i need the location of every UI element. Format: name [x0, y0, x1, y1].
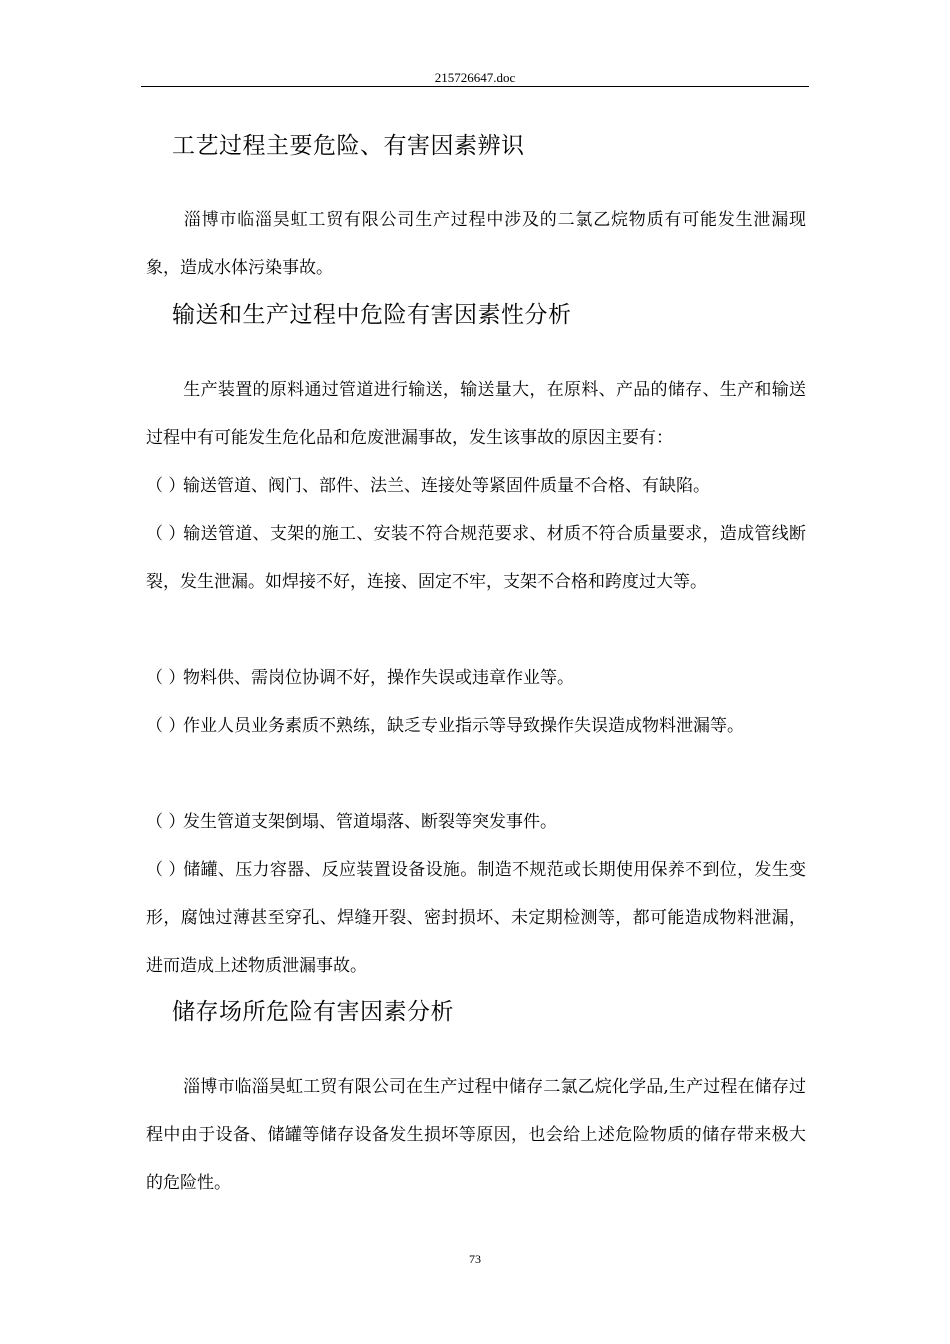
item-number: （ ） [146, 716, 186, 736]
item-number: （ ） [146, 812, 186, 832]
item-text: 输送管道、阀门、部件、法兰、连接处等紧固件质量不合格、有缺陷。 [183, 476, 710, 496]
item-text: 物料供、需岗位协调不好，操作失误或违章作业等。 [183, 668, 574, 688]
item-text: 储罐、压力容器、反应装置设备设施。制造不规范或长期使用保养不到位，发生变形，腐蚀过薄甚至穿孔、焊缝开裂、密封损坏、未定期检测等，都可能造成物料泄漏，进而造成上述物质泄漏事故。 [146, 860, 806, 976]
item-text: 发生管道支架倒塌、管道塌落、断裂等突发事件。 [183, 812, 557, 832]
item-number: （ ） [146, 860, 186, 880]
list-item [146, 462, 806, 510]
section-heading-3: 储存场所危险有害因素分析 [172, 999, 454, 1025]
item-number: （ ） [146, 668, 186, 688]
list-item [146, 654, 806, 702]
section-heading-2: 输送和生产过程中危险有害因素性分析 [172, 302, 572, 328]
paragraph-text: 淄博市临淄昊虹工贸有限公司生产过程中涉及的二氯乙烷物质有可能发生泄漏现象，造成水体污染事故。 [146, 210, 806, 278]
header-rule [141, 86, 809, 87]
item-text: 作业人员业务素质不熟练，缺乏专业指示等导致操作失误造成物料泄漏等。 [183, 716, 744, 736]
item-text: 输送管道、支架的施工、安装不符合规范要求、材质不符合质量要求，造成管线断裂，发生泄漏。如焊接不好，连接、固定不牢，支架不合格和跨度过大等。 [146, 524, 806, 592]
paragraph [146, 196, 806, 292]
list-item [146, 798, 806, 846]
paragraph-text: 淄博市临淄昊虹工贸有限公司在生产过程中储存二氯乙烷化学品,生产过程在储存过程中由于设备、储罐等储存设备发生损坏等原因，也会给上述危险物质的储存带来极大的危险性。 [146, 1077, 806, 1193]
page-number: 73 [469, 1252, 481, 1266]
item-number: （ ） [146, 524, 186, 544]
list-item [146, 510, 806, 606]
list-item [146, 702, 806, 750]
item-number: （ ） [146, 476, 186, 496]
list-item [146, 846, 806, 990]
paragraph [146, 366, 806, 462]
paragraph-text: 生产装置的原料通过管道进行输送，输送量大，在原料、产品的储存、生产和输送过程中有可能发生危化品和危废泄漏事故，发生该事故的原因主要有： [146, 380, 806, 448]
document-header: 215726647.doc [434, 70, 516, 85]
paragraph [146, 1063, 806, 1207]
section-heading-1: 工艺过程主要危险、有害因素辨识 [172, 133, 525, 159]
